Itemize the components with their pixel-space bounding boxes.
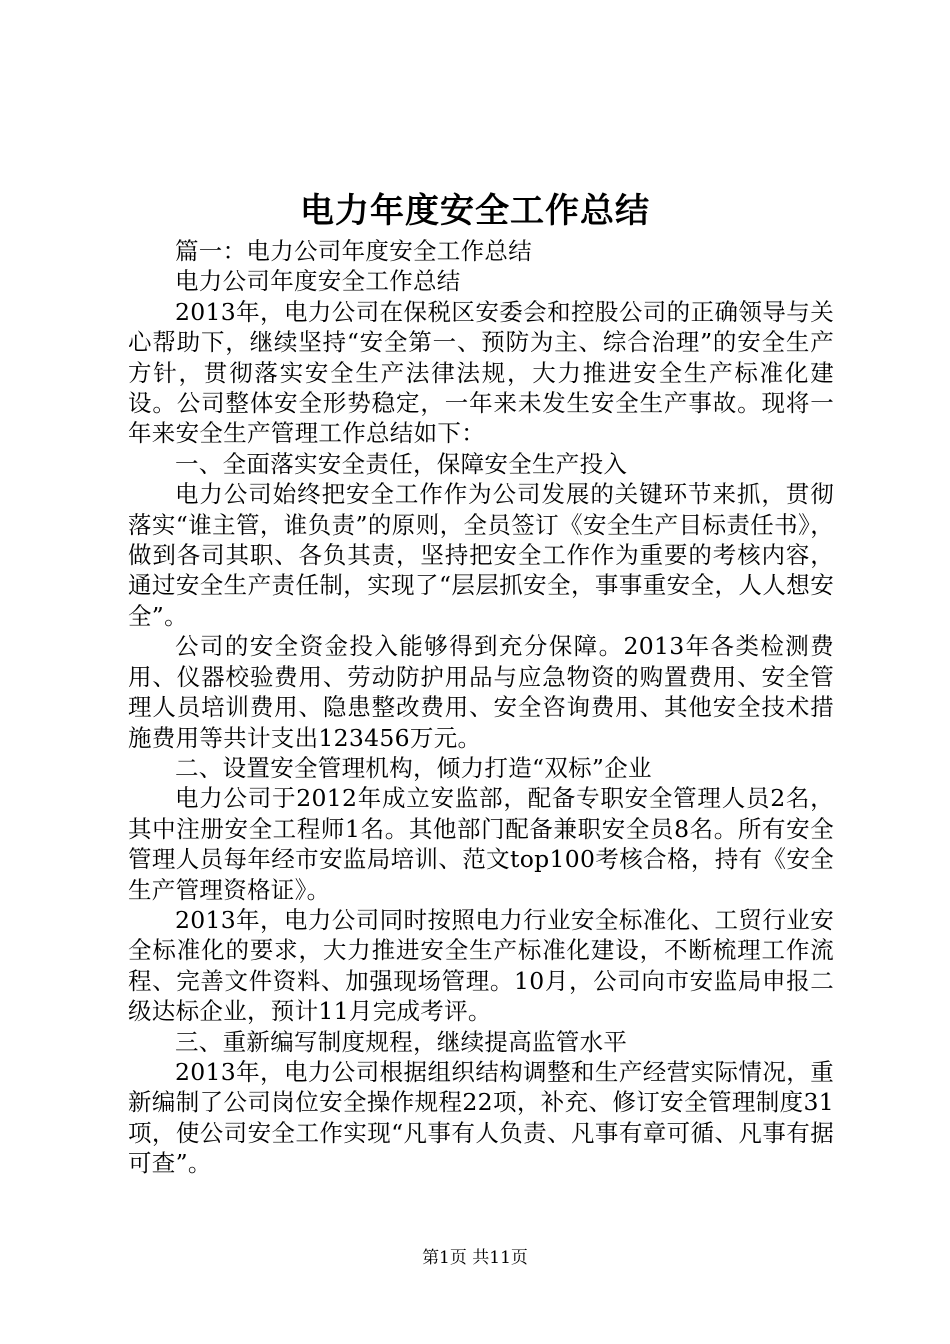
section-label: 篇一：电力公司年度安全工作总结 xyxy=(175,237,532,265)
section-heading: 二、设置安全管理机构，倾力打造“双标”企业 xyxy=(175,753,652,782)
paragraph: 2013年，电力公司在保税区安委会和控股公司的正确领导与关心帮助下，继续坚持“安全第一、预防为主、综合治理”的安全生产方针，贯彻落实安全生产法律法规，大力推进安全生产标准化建设。公司整体安全形势稳定，一年来未发生安全生产事故。现将一年来安全生产管理工作总结如下： xyxy=(128,297,834,448)
section-heading: 一、全面落实安全责任，保障安全生产投入 xyxy=(175,449,628,478)
paragraph: 2013年，电力公司同时按照电力行业安全标准化、工贸行业安全标准化的要求，大力推进安全生产标准化建设，不断梳理工作流程、完善文件资料、加强现场管理。10月，公司向市安监局申报二级达标企业，预计11月完成考评。 xyxy=(128,905,834,1026)
paragraph: 电力公司于2012年成立安监部，配备专职安全管理人员2名，其中注册安全工程师1名。其他部门配备兼职安全员8名。所有安全管理人员每年经市安监局培训、范文top100考核合格，持有《安全生产管理资格证》。 xyxy=(128,784,834,904)
subtitle: 电力公司年度安全工作总结 xyxy=(175,267,461,296)
paragraph: 2013年，电力公司根据组织结构调整和生产经营实际情况，重新编制了公司岗位安全操作规程22项，补充、修订安全管理制度31项，使公司安全工作实现“凡事有人负责、凡事有章可循、凡事有据可查”。 xyxy=(128,1057,834,1178)
paragraph: 公司的安全资金投入能够得到充分保障。2013年各类检测费用、仪器校验费用、劳动防护用品与应急物资的购置费用、安全管理人员培训费用、隐患整改费用、安全咨询费用、其他安全技术措施费用等共计支出123456万元。 xyxy=(128,632,834,752)
page-footer: 第1页 共11页 xyxy=(422,1248,528,1268)
section-heading: 三、重新编写制度规程，继续提高监管水平 xyxy=(175,1027,628,1056)
document-title: 电力年度安全工作总结 xyxy=(300,191,650,231)
document-body xyxy=(128,236,834,1179)
paragraph: 电力公司始终把安全工作作为公司发展的关键环节来抓，贯彻落实“谁主管，谁负责”的原则，全员签订《安全生产目标责任书》，做到各司其职、各负其责，坚持把安全工作作为重要的考核内容，通过安全生产责任制，实现了“层层抓安全，事事重安全，人人想安全”。 xyxy=(128,480,834,630)
